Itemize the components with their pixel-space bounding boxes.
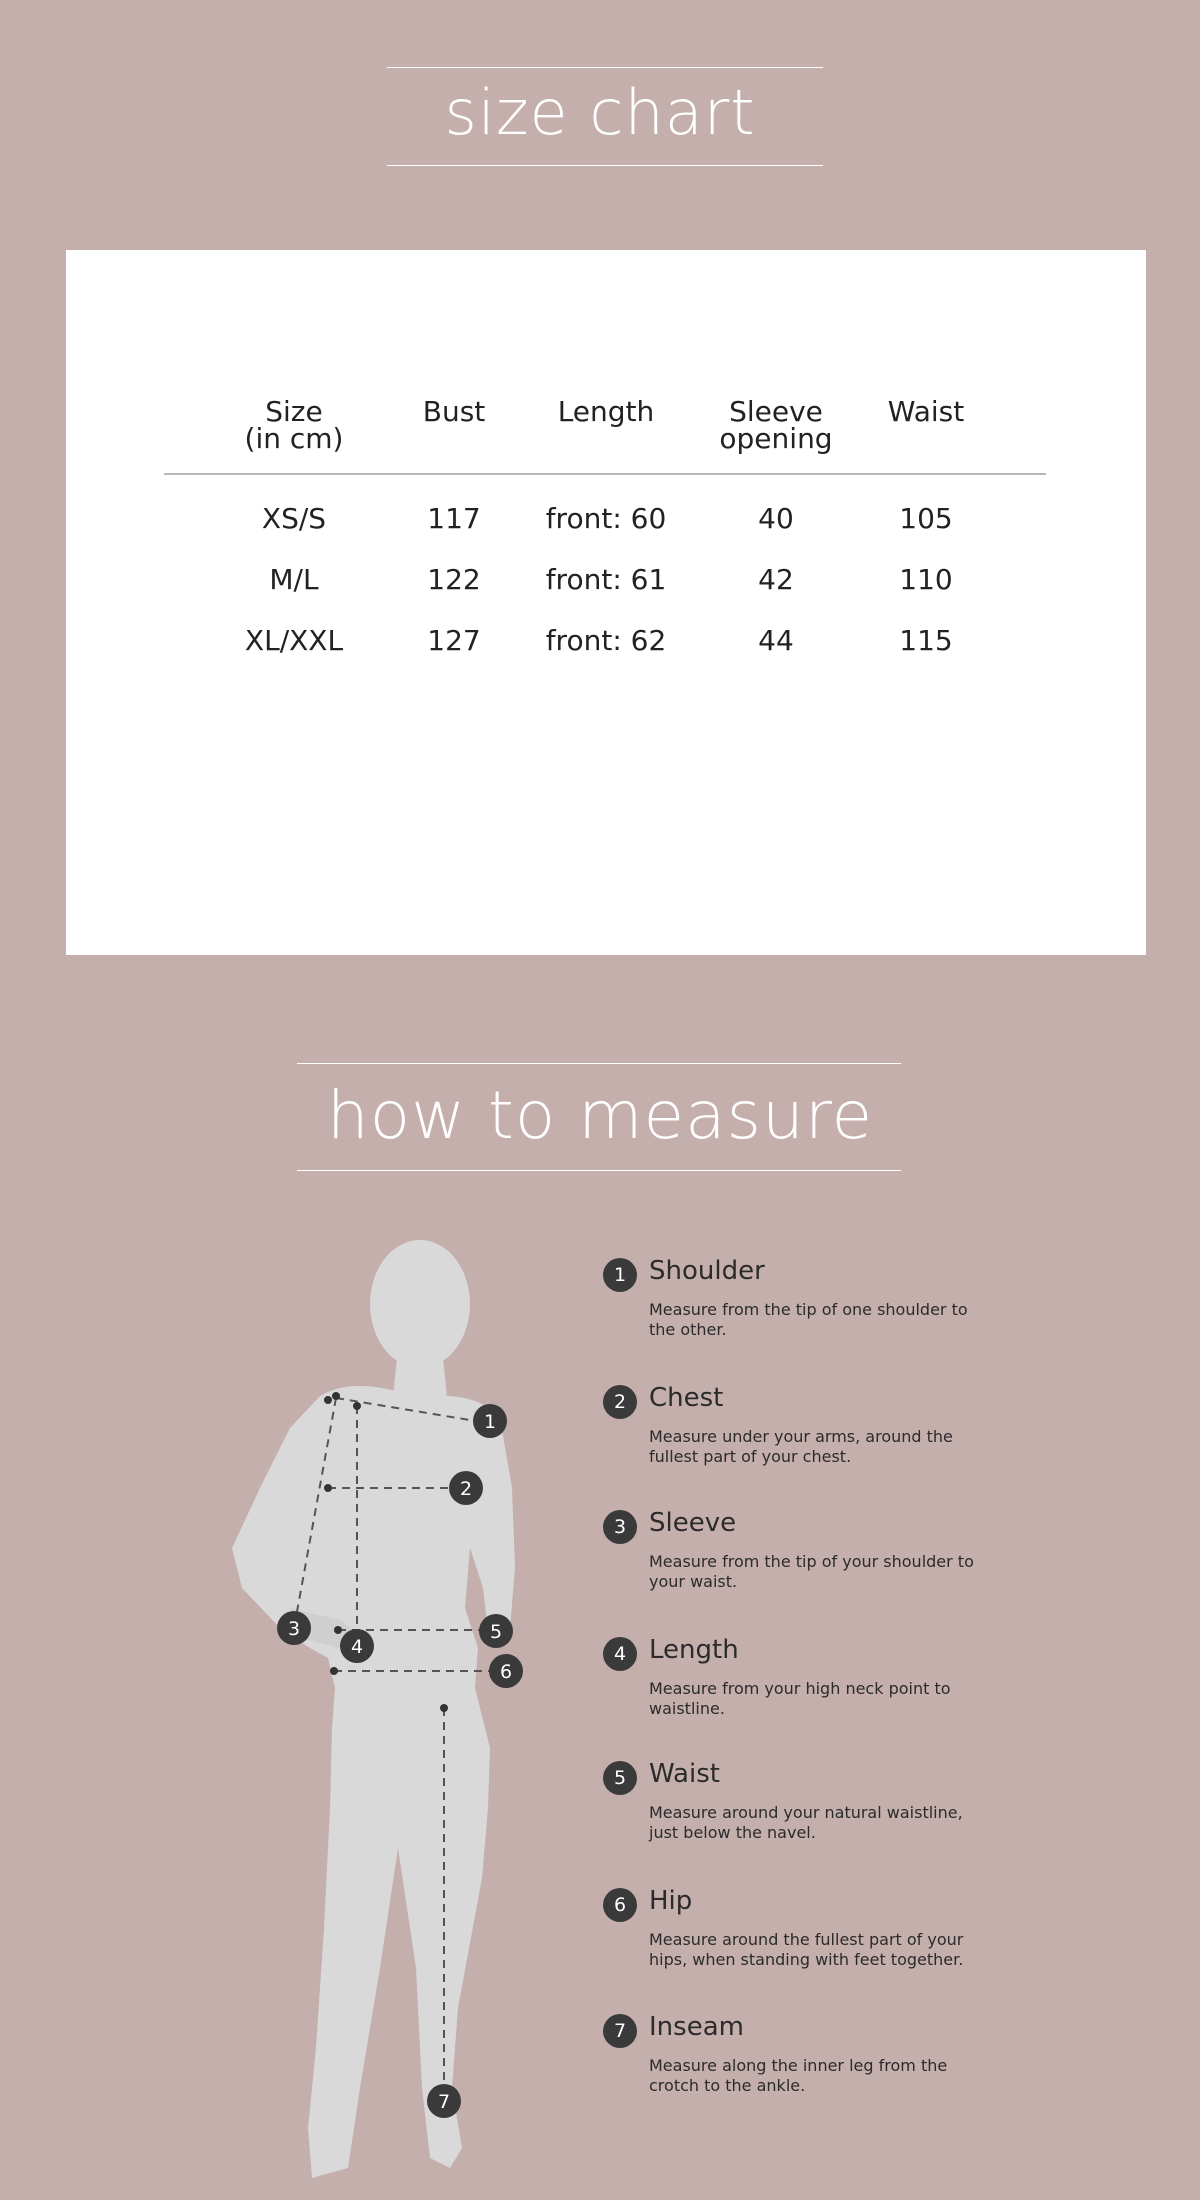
step-badge: 1 <box>603 1258 637 1292</box>
mannequin-figure <box>220 1228 540 2200</box>
step-desc: Measure under your arms, around the fullest part of your chest. <box>649 1427 953 1466</box>
header-size-line1: Size <box>265 395 323 428</box>
dot <box>332 1392 340 1400</box>
dot <box>334 1626 342 1634</box>
body-figure-illustration <box>220 1228 540 2200</box>
cell-length: front: 61 <box>545 563 667 596</box>
figure-badge-3-label: 3 <box>287 1618 301 1640</box>
step-title: Shoulder <box>649 1256 765 1286</box>
step-badge: 5 <box>603 1761 637 1795</box>
step-desc: Measure from the tip of one shoulder to the other. <box>649 1300 968 1339</box>
how-to-measure-rule-bottom <box>297 1170 901 1171</box>
figure-badge-2-label: 2 <box>459 1478 473 1500</box>
step-desc: Measure along the inner leg from the crotch to the ankle. <box>649 2056 948 2095</box>
cell-length: front: 62 <box>545 624 667 657</box>
cell-bust: 117 <box>427 502 481 535</box>
cell-size: XL/XXL <box>244 624 344 657</box>
figure-badge-6-label: 6 <box>499 1661 513 1683</box>
figure-badge-1-label: 1 <box>483 1411 497 1433</box>
step-desc: Measure around your natural waistline, just below the navel. <box>649 1803 963 1842</box>
cell-waist: 115 <box>899 624 953 657</box>
step-badge: 6 <box>603 1888 637 1922</box>
cell-size: XS/S <box>261 502 327 535</box>
header-waist-line1: Waist <box>887 395 965 428</box>
cell-size: M/L <box>269 563 319 596</box>
dot <box>353 1402 361 1410</box>
step-badge: 2 <box>603 1385 637 1419</box>
header-size <box>219 395 369 455</box>
figure-badge-5-label: 5 <box>489 1621 503 1643</box>
cell-waist: 105 <box>899 502 953 535</box>
step-title: Chest <box>649 1383 724 1413</box>
step-title: Length <box>649 1635 739 1665</box>
dot <box>440 1704 448 1712</box>
header-waist <box>866 395 986 428</box>
size-chart-table <box>66 250 1146 955</box>
header-sleeve-line1: Sleeve <box>729 395 823 428</box>
step-badge: 3 <box>603 1510 637 1544</box>
header-divider <box>164 473 1046 475</box>
dot <box>324 1396 332 1404</box>
header-bust-line1: Bust <box>422 395 486 428</box>
dot <box>330 1667 338 1675</box>
step-title: Hip <box>649 1886 693 1916</box>
step-title: Sleeve <box>649 1508 737 1538</box>
dot <box>324 1484 332 1492</box>
cell-waist: 110 <box>899 563 953 596</box>
cell-bust: 122 <box>427 563 481 596</box>
cell-length: front: 60 <box>545 502 667 535</box>
size-chart-title: size chart <box>444 76 756 149</box>
step-badge: 4 <box>603 1637 637 1671</box>
header-length-line1: Length <box>557 395 655 428</box>
header-bust <box>399 395 509 428</box>
header-size-line2: (in cm) <box>244 422 344 455</box>
figure-body <box>232 1386 515 2178</box>
step-title: Inseam <box>649 2012 744 2042</box>
cell-sleeve: 40 <box>758 502 794 535</box>
figure-badge-7-label: 7 <box>437 2091 451 2113</box>
cell-sleeve: 44 <box>758 624 794 657</box>
step-badge: 7 <box>603 2014 637 2048</box>
size-chart-rule-top <box>387 67 823 68</box>
step-desc: Measure around the fullest part of your hips, when standing with feet together. <box>649 1930 964 1969</box>
how-to-measure-rule-top <box>297 1063 901 1064</box>
how-to-measure-title: how to measure <box>326 1077 874 1154</box>
figure-badge-4-label: 4 <box>350 1636 364 1658</box>
header-sleeve-opening <box>696 395 856 455</box>
cell-sleeve: 42 <box>758 563 794 596</box>
header-sleeve-line2: opening <box>719 422 833 455</box>
step-desc: Measure from your high neck point to waistline. <box>649 1679 951 1718</box>
step-title: Waist <box>649 1759 720 1789</box>
step-desc: Measure from the tip of your shoulder to your waist. <box>649 1552 974 1591</box>
cell-bust: 127 <box>427 624 481 657</box>
size-chart-rule-bottom <box>387 165 823 166</box>
header-length <box>526 395 686 428</box>
